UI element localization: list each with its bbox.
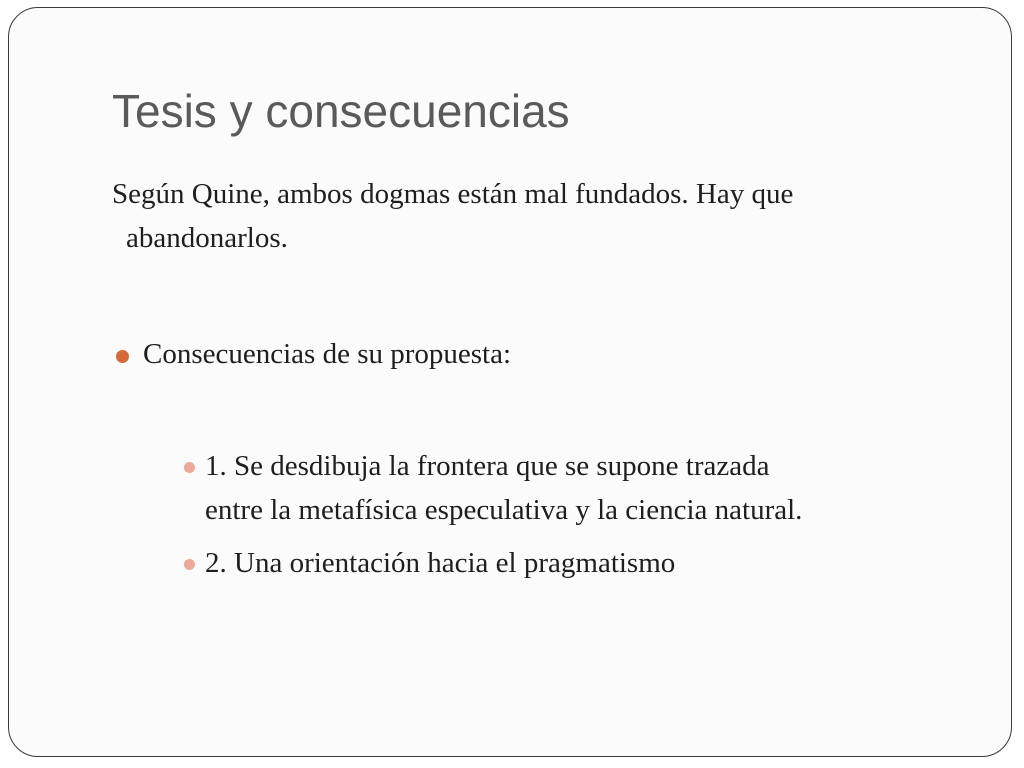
subbullet-text: 2. Una orientación hacia el pragmatismo — [205, 547, 676, 579]
intro-paragraph — [112, 172, 972, 260]
subbullet-icon — [184, 462, 195, 473]
subbullet-text — [205, 444, 802, 532]
bullet-icon — [116, 350, 129, 363]
subbullet-item-1 — [184, 444, 964, 532]
bullet-item-consequences — [116, 332, 511, 376]
bullet-text: Consecuencias de su propuesta: — [143, 338, 512, 370]
subbullet-item-2 — [184, 541, 675, 585]
intro-line-1: Según Quine, ambos dogmas están mal fundados. Hay que — [112, 178, 794, 210]
subbullet-icon — [184, 559, 195, 570]
intro-line-2: abandonarlos. — [126, 222, 288, 254]
subbullet-line-2: entre la metafísica especulativa y la ciencia natural. — [205, 494, 803, 526]
subbullet-line-1: 1. Se desdibuja la frontera que se supone trazada — [205, 450, 770, 482]
slide-title: Tesis y consecuencias — [112, 85, 570, 137]
